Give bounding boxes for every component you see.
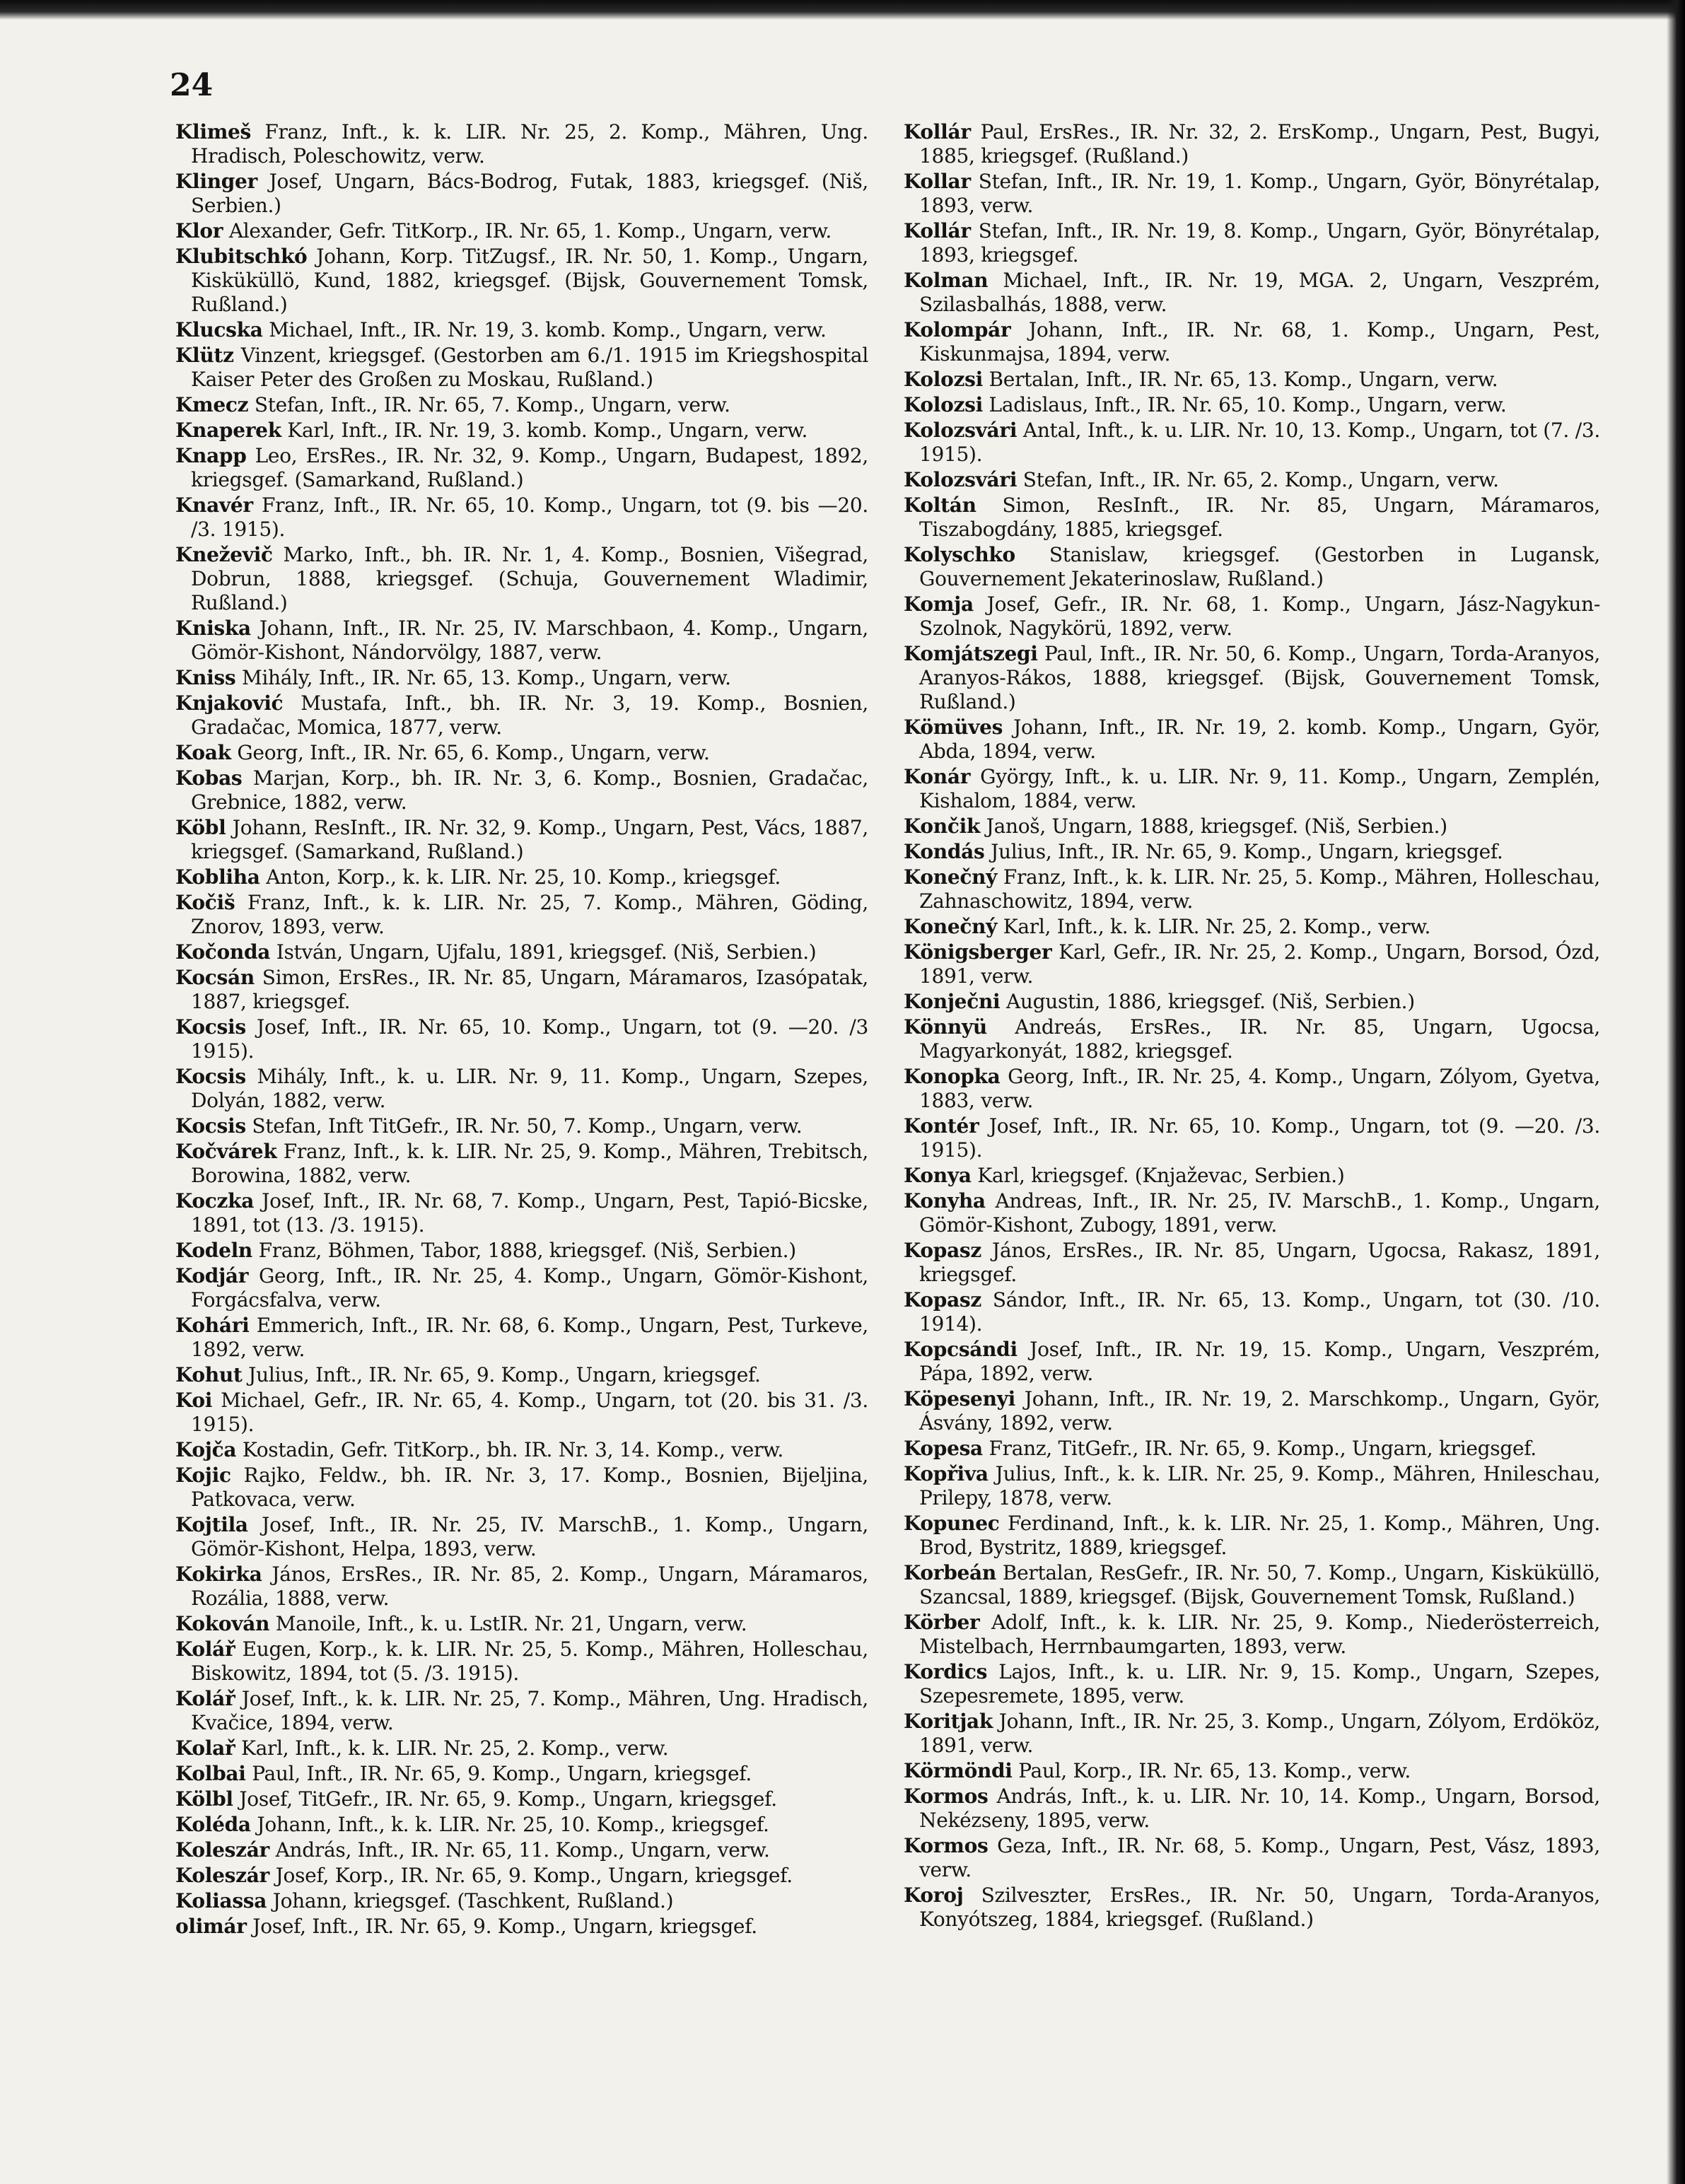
entry-details: Stefan, Inft., IR. Nr. 19, 1. Komp., Ungarn, Györ, Bönyrétalap, 1893, verw. (919, 170, 1600, 217)
entry-details: Paul, Inft., IR. Nr. 65, 9. Komp., Ungarn, kriegsgef. (252, 1762, 752, 1785)
register-entry (175, 1563, 868, 1611)
entry-details: Josef, Gefr., IR. Nr. 68, 1. Komp., Ungarn, Jász-Nagykun-Szolnok, Nagykörü, 1892, verw. (919, 592, 1600, 640)
entry-surname: Kobliha (175, 865, 260, 889)
entry-details: Eugen, Korp., k. k. LIR. Nr. 25, 5. Komp., Mähren, Holleschau, Biskowitz, 1894, tot (5. /3. 1915). (191, 1637, 868, 1685)
entry-surname: Kopunec (904, 1512, 1000, 1535)
register-entry (904, 120, 1600, 168)
entry-surname: olimár (175, 1915, 247, 1938)
entry-surname: Klucska (175, 318, 263, 341)
register-entry (904, 716, 1600, 764)
entry-details: Karl, kriegsgef. (Knjaževac, Serbien.) (977, 1164, 1345, 1187)
entry-surname: Körmöndi (904, 1759, 1013, 1782)
register-entry (904, 990, 1600, 1014)
entry-surname: Koleszár (175, 1864, 270, 1887)
register-entry (904, 318, 1600, 366)
entry-details: Marko, Inft., bh. IR. Nr. 1, 4. Komp., Bosnien, Višegrad, Dobrun, 1888, kriegsgef. (Schuja, Gouvernement Wladimir, Rußland.) (191, 543, 868, 614)
entry-surname: Kodjár (175, 1264, 249, 1287)
entry-details: Augustin, 1886, kriegsgef. (Niš, Serbien.) (1005, 990, 1415, 1013)
entry-details: Franz, TitGefr., IR. Nr. 65, 9. Komp., Ungarn, kriegsgef. (989, 1437, 1537, 1460)
entry-surname: Kohári (175, 1314, 250, 1337)
entry-surname: Koroj (904, 1884, 964, 1907)
register-entry (175, 1813, 868, 1837)
register-entry (175, 1612, 868, 1636)
register-entry (904, 1189, 1600, 1237)
entry-surname: Konopka (904, 1065, 1001, 1088)
entry-surname: Knavér (175, 494, 253, 517)
register-entry (175, 1189, 868, 1237)
register-entry (175, 1637, 868, 1686)
register-entry (904, 1437, 1600, 1461)
register-entry (175, 966, 868, 1014)
register-entry (175, 494, 868, 542)
entry-details: Sándor, Inft., IR. Nr. 65, 13. Komp., Ungarn, tot (30. /10. 1914). (919, 1288, 1600, 1336)
register-entry (904, 865, 1600, 913)
entry-details: Bertalan, Inft., IR. Nr. 65, 13. Komp., Ungarn, verw. (989, 368, 1498, 391)
register-entry (175, 1114, 868, 1138)
entry-surname: Kolář (175, 1637, 235, 1661)
entry-details: András, Inft., IR. Nr. 65, 11. Komp., Ungarn, verw. (275, 1838, 770, 1862)
entry-details: Josef, Inft., IR. Nr. 25, IV. MarschB., 1. Komp., Ungarn, Gömör-Kishont, Helpa, 1893, verw. (191, 1513, 868, 1560)
register-entry (904, 915, 1600, 939)
entry-details: Georg, Inft., IR. Nr. 25, 4. Komp., Ungarn, Gömör-Kishont, Forgácsfalva, verw. (191, 1264, 868, 1312)
entry-surname: Kollar (904, 170, 971, 193)
entry-details: Karl, Inft., k. k. LIR. Nr. 25, 2. Komp., verw. (241, 1736, 669, 1760)
register-entry (904, 1338, 1600, 1386)
entry-details: Simon, ErsRes., IR. Nr. 85, Ungarn, Máramaros, Izasópatak, 1887, kriegsgef. (191, 966, 868, 1013)
entry-details: Franz, Inft., k. k. LIR. Nr. 25, 2. Komp., Mähren, Ung. Hradisch, Poleschowitz, verw. (191, 120, 868, 168)
register-entry (175, 1314, 868, 1362)
register-entry (904, 543, 1600, 591)
register-entry (904, 1288, 1600, 1336)
entry-details: Michael, Inft., IR. Nr. 19, 3. komb. Komp., Ungarn, verw. (269, 318, 827, 341)
register-entry (904, 940, 1600, 988)
entry-details: Franz, Inft., IR. Nr. 65, 10. Komp., Ungarn, tot (9. bis —20. /3. 1915). (191, 494, 868, 541)
entry-details: Vinzent, kriegsgef. (Gestorben am 6./1. 1915 im Kriegshospital Kaiser Peter des Großen zu Moskau, Rußland.) (191, 344, 868, 391)
entry-details: Karl, Gefr., IR. Nr. 25, 2. Komp., Ungarn, Borsod, Ózd, 1891, verw. (919, 940, 1600, 988)
entry-surname: Kokirka (175, 1563, 262, 1586)
entry-surname: Königsberger (904, 940, 1052, 964)
entry-details: Stanislaw, kriegsgef. (Gestorben in Lugansk, Gouvernement Jekaterinoslaw, Rußland.) (919, 543, 1600, 590)
entry-surname: Konečný (904, 915, 998, 938)
entry-details: Julius, Inft., IR. Nr. 65, 9. Komp., Ungarn, kriegsgef. (991, 840, 1503, 863)
register-entry (175, 170, 868, 218)
register-entry (904, 1114, 1600, 1162)
entry-details: Josef, Ungarn, Bács-Bodrog, Futak, 1883, kriegsgef. (Niš, Serbien.) (191, 170, 868, 217)
register-entry (175, 245, 868, 317)
entry-surname: Kolozsi (904, 368, 983, 391)
entry-surname: Klubitschkó (175, 245, 308, 268)
entry-surname: Kondás (904, 840, 985, 863)
entry-details: Johann, Korp. TitZugsf., IR. Nr. 50, 1. Komp., Ungarn, Kisküküllö, Kund, 1882, kriegsgef. (Bijsk, Gouvernement Tomsk, Rußland.) (191, 245, 868, 316)
entry-surname: Klor (175, 219, 223, 243)
register-entry (175, 940, 868, 964)
entry-surname: Kočiš (175, 891, 235, 914)
entry-surname: Koleszár (175, 1838, 270, 1862)
register-entry (175, 666, 868, 690)
entry-details: Szilveszter, ErsRes., IR. Nr. 50, Ungarn, Torda-Aranyos, Konyótszeg, 1884, kriegsgef. (Rußland.) (919, 1884, 1600, 1931)
entry-surname: Koliassa (175, 1889, 267, 1913)
entry-details: János, ErsRes., IR. Nr. 85, Ungarn, Ugocsa, Rakasz, 1891, kriegsgef. (919, 1239, 1600, 1286)
entry-surname: Kocsis (175, 1015, 246, 1039)
entry-surname: Kolyschko (904, 543, 1015, 566)
register-entry (904, 368, 1600, 392)
page-number: 24 (170, 67, 214, 103)
entry-surname: Kolozsvári (904, 419, 1018, 442)
right-column (904, 120, 1600, 2128)
entry-surname: Kölbl (175, 1787, 233, 1811)
entry-surname: Kodeln (175, 1239, 252, 1262)
entry-details: Marjan, Korp., bh. IR. Nr. 3, 6. Komp., Bosnien, Gradačac, Grebnice, 1882, verw. (191, 766, 868, 814)
register-entry (175, 344, 868, 392)
entry-details: Simon, ResInft., IR. Nr. 85, Ungarn, Máramaros, Tiszabogdány, 1885, kriegsgef. (919, 494, 1600, 541)
register-entry (904, 765, 1600, 813)
entry-surname: Kordics (904, 1660, 988, 1683)
entry-details: Johann, Inft., IR. Nr. 19, 2. Marschkomp., Ungarn, Györ, Ásvány, 1892, verw. (919, 1387, 1600, 1435)
register-entry (904, 1834, 1600, 1882)
entry-details: Alexander, Gefr. TitKorp., IR. Nr. 65, 1. Komp., Ungarn, verw. (228, 219, 832, 243)
entry-details: Georg, Inft., IR. Nr. 25, 4. Komp., Ungarn, Zólyom, Gyetva, 1883, verw. (919, 1065, 1600, 1112)
register-entry (175, 1140, 868, 1188)
register-entry (175, 1513, 868, 1561)
entry-surname: Kolompár (904, 318, 1011, 341)
entry-surname: Kolozsvári (904, 468, 1018, 491)
register-entry (904, 219, 1600, 267)
entry-surname: Kollár (904, 219, 971, 243)
entry-details: Paul, Korp., IR. Nr. 65, 13. Komp., verw. (1018, 1759, 1411, 1782)
register-entry (175, 419, 868, 443)
left-column (175, 120, 868, 2128)
entry-surname: Kneževič (175, 543, 273, 566)
register-entry (175, 1889, 868, 1913)
register-entry (175, 1762, 868, 1786)
entry-surname: Korbeán (904, 1561, 996, 1584)
entry-surname: Kojča (175, 1438, 237, 1461)
entry-surname: Könnyü (904, 1015, 987, 1039)
entry-details: Lajos, Inft., k. u. LIR. Nr. 9, 15. Komp., Ungarn, Szepes, Szepesremete, 1895, verw. (919, 1660, 1600, 1707)
entry-surname: Kopřiva (904, 1462, 989, 1485)
entry-surname: Konječni (904, 990, 1001, 1013)
entry-details: Mustafa, Inft., bh. IR. Nr. 3, 19. Komp., Bosnien, Gradačac, Momica, 1877, verw. (191, 691, 868, 739)
register-entry (904, 642, 1600, 714)
entry-details: Josef, Korp., IR. Nr. 65, 9. Komp., Ungarn, kriegsgef. (275, 1864, 793, 1887)
entry-details: Franz, Inft., k. k. LIR. Nr. 25, 7. Komp., Mähren, Göding, Znorov, 1893, verw. (191, 891, 868, 938)
entry-surname: Končik (904, 814, 981, 838)
entry-surname: Kniska (175, 617, 251, 640)
register-entry (175, 617, 868, 665)
entry-surname: Kočvárek (175, 1140, 277, 1163)
entry-details: Johann, kriegsgef. (Taschkent, Rußland.) (272, 1889, 674, 1913)
entry-surname: Klinger (175, 170, 258, 193)
register-entry (175, 1464, 868, 1512)
entry-details: Franz, Inft., k. k. LIR. Nr. 25, 5. Komp., Mähren, Holleschau, Zahnaschowitz, 1894, verw. (919, 865, 1600, 913)
entry-details: Stefan, Inft., IR. Nr. 65, 2. Komp., Ungarn, verw. (1022, 468, 1499, 491)
register-entry (175, 444, 868, 492)
register-entry (904, 468, 1600, 492)
entry-details: Julius, Inft., k. k. LIR. Nr. 25, 9. Komp., Mähren, Hnileschau, Prilepy, 1878, verw. (919, 1462, 1600, 1509)
register-entry (904, 1239, 1600, 1287)
entry-surname: Kolář (175, 1687, 235, 1710)
entry-details: Josef, TitGefr., IR. Nr. 65, 9. Komp., Ungarn, kriegsgef. (239, 1787, 777, 1811)
entry-details: János, ErsRes., IR. Nr. 85, 2. Komp., Ungarn, Máramaros, Rozália, 1888, verw. (191, 1563, 868, 1610)
register-entry (175, 393, 868, 417)
entry-details: Karl, Inft., IR. Nr. 19, 3. komb. Komp., Ungarn, verw. (287, 419, 808, 442)
entry-surname: Kočonda (175, 940, 271, 964)
entry-surname: Knjaković (175, 691, 284, 715)
entry-details: Emmerich, Inft., IR. Nr. 68, 6. Komp., Ungarn, Pest, Turkeve, 1892, verw. (191, 1314, 868, 1361)
entry-details: Johann, ResInft., IR. Nr. 32, 9. Komp., Ungarn, Pest, Vács, 1887, kriegsgef. (Samarkand, Rußland.) (191, 816, 868, 863)
scan-edge-right (1667, 0, 1685, 2184)
entry-surname: Kocsán (175, 966, 255, 989)
entry-surname: Kontér (904, 1114, 979, 1138)
register-entry (904, 1785, 1600, 1833)
register-entry (904, 1462, 1600, 1510)
entry-surname: Kormos (904, 1834, 989, 1857)
entry-details: Johann, Inft., k. k. LIR. Nr. 25, 10. Komp., kriegsgef. (257, 1813, 769, 1836)
register-entry (175, 1264, 868, 1312)
register-entry (904, 1759, 1600, 1783)
register-entry (904, 1611, 1600, 1659)
entry-details: György, Inft., k. u. LIR. Nr. 9, 11. Komp., Ungarn, Zemplén, Kishalom, 1884, verw. (919, 765, 1600, 812)
register-entry (175, 120, 868, 168)
entry-details: Stefan, Inft., IR. Nr. 65, 7. Komp., Ungarn, verw. (254, 393, 730, 416)
register-entry (175, 318, 868, 342)
register-entry (904, 1710, 1600, 1758)
entry-surname: Kolozsi (904, 393, 983, 416)
register-entry (904, 494, 1600, 542)
register-entry (175, 1838, 868, 1862)
register-entry (904, 1660, 1600, 1708)
entry-surname: Knaperek (175, 419, 281, 442)
entry-surname: Konečný (904, 865, 998, 889)
entry-details: Johann, Inft., IR. Nr. 25, IV. Marschbaon, 4. Komp., Ungarn, Gömör-Kishont, Nándorvölgy, 1887, verw. (191, 617, 868, 664)
entry-surname: Kniss (175, 666, 236, 689)
entry-surname: Kopcsándi (904, 1338, 1018, 1361)
entry-details: Anton, Korp., k. k. LIR. Nr. 25, 10. Komp., kriegsgef. (266, 865, 781, 889)
entry-details: Josef, Inft., IR. Nr. 65, 10. Komp., Ungarn, tot (9. —20. /3 1915). (191, 1015, 868, 1063)
register-entry (904, 1387, 1600, 1435)
register-entry (175, 1787, 868, 1811)
entry-details: Johann, Inft., IR. Nr. 25, 3. Komp., Ungarn, Zólyom, Erdököz, 1891, verw. (919, 1710, 1600, 1757)
entry-surname: Kolař (175, 1736, 235, 1760)
entry-surname: Koi (175, 1389, 213, 1412)
entry-details: Josef, Inft., IR. Nr. 19, 15. Komp., Ungarn, Veszprém, Pápa, 1892, verw. (919, 1338, 1600, 1385)
register-entry (904, 1884, 1600, 1932)
entry-details: Michael, Inft., IR. Nr. 19, MGA. 2, Ungarn, Veszprém, Szilasbalhás, 1888, verw. (919, 269, 1600, 316)
register-entry (904, 840, 1600, 864)
entry-details: Josef, Inft., k. k. LIR. Nr. 25, 7. Komp., Mähren, Ung. Hradisch, Kvačice, 1894, verw. (191, 1687, 868, 1734)
entry-details: Mihály, Inft., k. u. LIR. Nr. 9, 11. Komp., Ungarn, Szepes, Dolyán, 1882, verw. (191, 1065, 868, 1112)
entry-surname: Körber (904, 1611, 980, 1634)
entry-surname: Koak (175, 741, 231, 764)
register-entry (904, 393, 1600, 417)
register-entry (904, 1065, 1600, 1113)
entry-details: Julius, Inft., IR. Nr. 65, 9. Komp., Ungarn, kriegsgef. (248, 1363, 761, 1386)
register-entry (904, 269, 1600, 317)
entry-surname: Kömüves (904, 716, 1003, 739)
entry-surname: Koltán (904, 494, 976, 517)
entry-surname: Klütz (175, 344, 234, 367)
entry-details: Geza, Inft., IR. Nr. 68, 5. Komp., Ungarn, Pest, Vász, 1893, verw. (919, 1834, 1600, 1881)
entry-details: Mihály, Inft., IR. Nr. 65, 13. Komp., Ungarn, verw. (241, 666, 731, 689)
register-entry (904, 1164, 1600, 1188)
entry-details: Adolf, Inft., k. k. LIR. Nr. 25, 9. Komp., Niederösterreich, Mistelbach, Herrnbaumgarten, 1893, verw. (919, 1611, 1600, 1658)
register-entry (175, 1915, 868, 1939)
entry-details: Karl, Inft., k. k. LIR. Nr. 25, 2. Komp., verw. (1003, 915, 1431, 938)
entry-details: Stefan, Inft., IR. Nr. 19, 8. Komp., Ungarn, Györ, Bönyrétalap, 1893, kriegsgef. (919, 219, 1600, 267)
entry-details: Josef, Inft., IR. Nr. 65, 9. Komp., Ungarn, kriegsgef. (252, 1915, 757, 1938)
entry-surname: Kohut (175, 1363, 243, 1386)
entry-surname: Kojic (175, 1464, 231, 1487)
entry-details: Franz, Inft., k. k. LIR. Nr. 25, 9. Komp., Mähren, Trebitsch, Borowina, 1882, verw. (191, 1140, 868, 1187)
register-entry (175, 1736, 868, 1760)
entry-surname: Kormos (904, 1785, 989, 1808)
entry-details: Andreás, ErsRes., IR. Nr. 85, Ungarn, Ugocsa, Magyarkonyát, 1882, kriegsgef. (919, 1015, 1600, 1063)
entry-surname: Kocsis (175, 1114, 246, 1138)
register-entry (175, 691, 868, 740)
entry-surname: Koritjak (904, 1710, 993, 1733)
entry-details: Leo, ErsRes., IR. Nr. 32, 9. Komp., Ungarn, Budapest, 1892, kriegsgef. (Samarkand, Rußland.) (191, 444, 868, 491)
entry-surname: Kopesa (904, 1437, 983, 1460)
entry-details: Johann, Inft., IR. Nr. 68, 1. Komp., Ungarn, Pest, Kiskunmajsa, 1894, verw. (919, 318, 1600, 366)
entry-surname: Konya (904, 1164, 972, 1187)
entry-surname: Kobas (175, 766, 243, 790)
entry-details: Josef, Inft., IR. Nr. 68, 7. Komp., Ungarn, Pest, Tapió-Bicske, 1891, tot (13. /3. 1915). (191, 1189, 868, 1237)
entry-surname: Komjátszegi (904, 642, 1038, 665)
entry-surname: Kolbai (175, 1762, 246, 1785)
entry-details: Josef, Inft., IR. Nr. 65, 10. Komp., Ungarn, tot (9. —20. /3. 1915). (919, 1114, 1600, 1162)
register-entry (904, 1512, 1600, 1560)
register-entry (175, 1687, 868, 1735)
entry-details: Franz, Böhmen, Tabor, 1888, kriegsgef. (Niš, Serbien.) (258, 1239, 796, 1262)
entry-details: Stefan, Inft TitGefr., IR. Nr. 50, 7. Komp., Ungarn, verw. (252, 1114, 803, 1138)
entry-details: Antal, Inft., k. u. LIR. Nr. 10, 13. Komp., Ungarn, tot (7. /3. 1915). (919, 419, 1600, 466)
entry-surname: Kopasz (904, 1288, 981, 1312)
register-entry (175, 1864, 868, 1888)
entry-surname: Komja (904, 592, 974, 616)
register-entry (904, 419, 1600, 467)
register-entry (175, 219, 868, 243)
register-entry (175, 1015, 868, 1063)
entry-surname: Koléda (175, 1813, 251, 1836)
entry-surname: Konár (904, 765, 971, 788)
entry-surname: Konyha (904, 1189, 986, 1213)
entry-details: Johann, Inft., IR. Nr. 19, 2. komb. Komp., Ungarn, Györ, Abda, 1894, verw. (919, 716, 1600, 763)
entry-details: Paul, ErsRes., IR. Nr. 32, 2. ErsKomp., Ungarn, Pest, Bugyi, 1885, kriegsgef. (Rußland.) (919, 120, 1600, 168)
register-entry (904, 814, 1600, 839)
entry-surname: Kmecz (175, 393, 249, 416)
entry-details: Paul, Inft., IR. Nr. 50, 6. Komp., Ungarn, Torda-Aranyos, Aranyos-Rákos, 1888, kriegsgef. (Bijsk, Gouvernement Tomsk, Rußland.) (919, 642, 1600, 713)
entry-details: Georg, Inft., IR. Nr. 65, 6. Komp., Ungarn, verw. (237, 741, 710, 764)
register-entry (175, 816, 868, 864)
register-entry (904, 1561, 1600, 1609)
entry-details: Rajko, Feldw., bh. IR. Nr. 3, 17. Komp., Bosnien, Bijeljina, Patkovaca, verw. (191, 1464, 868, 1511)
entry-surname: Kollár (904, 120, 971, 144)
register-entry (175, 1438, 868, 1462)
entry-surname: Klimeš (175, 120, 252, 144)
entry-details: Manoile, Inft., k. u. LstIR. Nr. 21, Ungarn, verw. (275, 1612, 747, 1635)
entry-details: András, Inft., k. u. LIR. Nr. 10, 14. Komp., Ungarn, Borsod, Nekézseny, 1895, verw. (919, 1785, 1600, 1832)
entry-details: Andreas, Inft., IR. Nr. 25, IV. MarschB., 1. Komp., Ungarn, Gömör-Kishont, Zubogy, 1891, verw. (919, 1189, 1600, 1237)
entry-surname: Kocsis (175, 1065, 246, 1088)
entry-details: Bertalan, ResGefr., IR. Nr. 50, 7. Komp., Ungarn, Kisküküllö, Szancsal, 1889, kriegsgef. (Bijsk, Gouvernement Tomsk, Rußland.) (919, 1561, 1600, 1608)
register-entry (175, 1363, 868, 1387)
scan-edge-top (0, 0, 1685, 20)
entry-details: Kostadin, Gefr. TitKorp., bh. IR. Nr. 3, 14. Komp., verw. (242, 1438, 783, 1461)
entry-surname: Kokován (175, 1612, 270, 1635)
entry-surname: Kolman (904, 269, 989, 292)
register-entry (175, 1239, 868, 1263)
entry-details: István, Ungarn, Ujfalu, 1891, kriegsgef. (Niš, Serbien.) (276, 940, 817, 964)
entry-surname: Knapp (175, 444, 247, 467)
entry-surname: Köpesenyi (904, 1387, 1015, 1411)
register-entry (175, 1389, 868, 1437)
entry-surname: Köbl (175, 816, 226, 839)
register-entry (175, 741, 868, 765)
entry-surname: Kojtila (175, 1513, 248, 1536)
register-entry (904, 592, 1600, 641)
register-entry (175, 891, 868, 939)
register-entry (904, 170, 1600, 218)
entry-details: Michael, Gefr., IR. Nr. 65, 4. Komp., Ungarn, tot (20. bis 31. /3. 1915). (191, 1389, 868, 1436)
register-entry (175, 766, 868, 814)
register-entry (904, 1015, 1600, 1063)
register-entry (175, 865, 868, 889)
entry-details: Ferdinand, Inft., k. k. LIR. Nr. 25, 1. Komp., Mähren, Ung. Brod, Bystritz, 1889, kriegsgef. (919, 1512, 1600, 1559)
entry-details: Ladislaus, Inft., IR. Nr. 65, 10. Komp., Ungarn, verw. (989, 393, 1507, 416)
entry-surname: Kopasz (904, 1239, 981, 1262)
entry-details: Janoš, Ungarn, 1888, kriegsgef. (Niš, Serbien.) (986, 814, 1447, 838)
register-entry (175, 543, 868, 615)
entry-surname: Koczka (175, 1189, 255, 1213)
register-entry (175, 1065, 868, 1113)
